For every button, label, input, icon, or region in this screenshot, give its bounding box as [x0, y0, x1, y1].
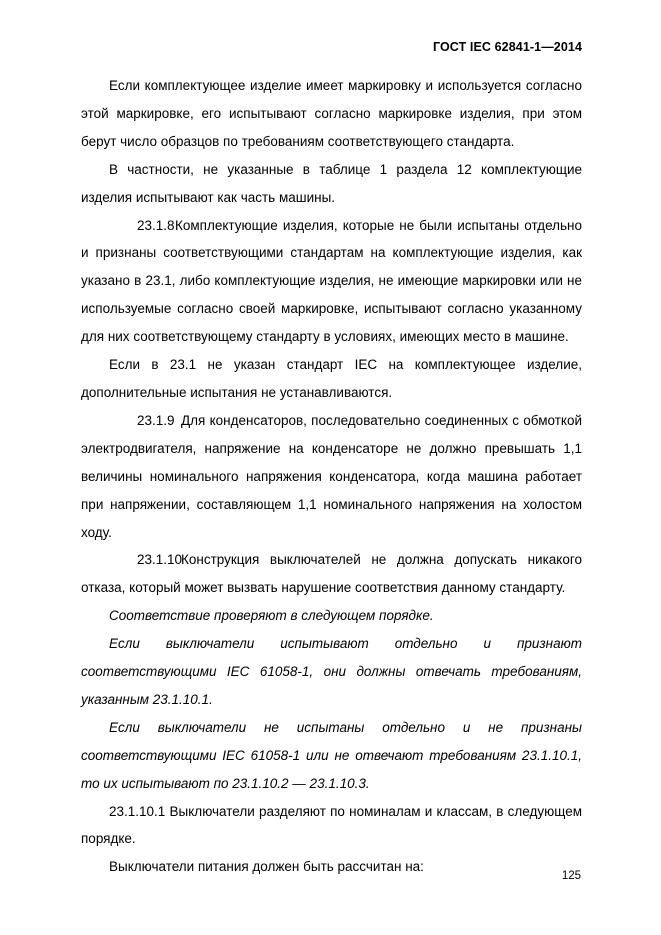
- page-number: 125: [561, 870, 581, 882]
- paragraph: Выключатели питания должен быть рассчитан на:: [109, 859, 424, 875]
- clause-23-1-10-1: [81, 798, 582, 854]
- compliance-note: Если выключатели не испытаны отдельно и не признаны соответствующими IEC 61058-1 или не отвечают требованиям 23.1.10.1, то их испытывают по 23.1.10.2 — 23.1.10.3.: [81, 719, 582, 791]
- clause-number: 23.1.10.1: [109, 803, 166, 819]
- clause-text: Комплектующие изделия, которые не были испытаны отдельно и признаны соответствующими стандартам на комплектующие изделия, как указано в 23.1, либо комплектующие изделия, не имеющие маркировки или не используемые согласно своей маркировке, испытывают согласно указанному для них соответствующему стандарту в условиях, имеющих место в машине.: [81, 217, 582, 345]
- compliance-note: Соответствие проверяют в следующем порядке.: [109, 608, 434, 624]
- clause-text: Конструкция выключателей не должна допускать никакого отказа, который может вызвать нарушение соответствия данному стандарту.: [81, 552, 582, 596]
- clause-text: Выключатели разделяют по номиналам и классам, в следующем порядке.: [81, 803, 582, 847]
- compliance-note: Если выключатели испытывают отдельно и признают соответствующими IEC 61058-1, они должны отвечать требованиям, указанным 23.1.10.1.: [81, 636, 582, 707]
- clause-number: 23.1.10: [137, 552, 183, 568]
- document-body: [81, 72, 582, 881]
- clause-23-1-8: [81, 212, 582, 352]
- clause-text: Для конденсаторов, последовательно соединенных с обмоткой электродвигателя, напряжение на конденсаторе не должно превышать 1,1 величины номинального напряжения конденсатора, когда машина работает при напряжении, составляющем 1,1 номинального напряжения на холостом ходу.: [81, 412, 582, 540]
- clause-23-1-10: [81, 546, 582, 602]
- paragraph: Если комплектующее изделие имеет маркировку и используется согласно этой маркировке, его испытывают согласно маркировке изделия, при этом берут число образцов по требованиям соответствующего стандарта.: [81, 78, 582, 149]
- paragraph: Если в 23.1 не указан стандарт IEC на комплектующее изделие, дополнительные испытания не устанавливаются.: [81, 357, 582, 400]
- clause-number: 23.1.9: [137, 412, 175, 428]
- clause-number: 23.1.8: [137, 217, 175, 233]
- document-header: ГОСТ IEC 62841-1—2014: [432, 40, 582, 54]
- clause-23-1-9: [81, 407, 582, 547]
- paragraph: В частности, не указанные в таблице 1 раздела 12 комплектующие изделия испытывают как часть машины.: [81, 161, 582, 205]
